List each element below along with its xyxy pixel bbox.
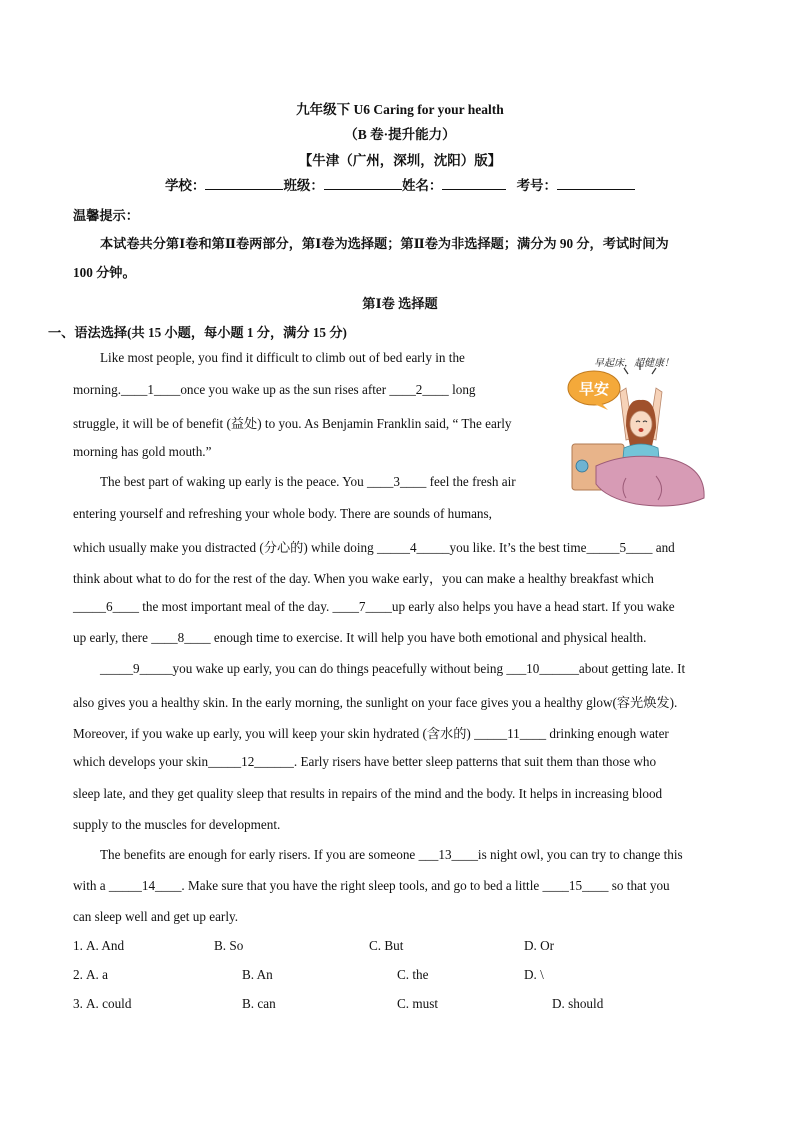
wake-up-girl-illustration — [556, 348, 716, 510]
q1-option-a[interactable]: A. And — [86, 938, 125, 953]
passage-line: sleep late, and they get quality sleep that results in repairs of the mind and the body. It helps in increasing blood — [73, 786, 663, 801]
q3-option-a[interactable]: A. could — [86, 996, 132, 1011]
passage-line: Like most people, you find it difficult to climb out of bed early in the — [100, 350, 465, 365]
passage-line: entering yourself and refreshing your whole body. There are sounds of humans, — [73, 506, 492, 521]
question-3-number: 3. — [73, 996, 83, 1011]
blanket — [596, 456, 704, 506]
passage-line: Moreover, if you wake up early, you will keep your skin hydrated (含水的) _____11____ drinking enough water — [73, 726, 669, 741]
passage-line: _____6____ the most important meal of the day. ____7____up early also helps you have a head start. If you wake — [73, 599, 675, 614]
speech-bubble-text: 早安 — [578, 380, 610, 398]
passage-line: up early, there ____8____ enough time to exercise. It will help you have both emotional and physical health. — [73, 630, 647, 645]
q3-option-b[interactable]: B. can — [242, 996, 276, 1011]
face — [630, 411, 652, 437]
passage-line: can sleep well and get up early. — [73, 909, 239, 924]
passage-line: with a _____14____. Make sure that you have the right sleep tools, and go to bed a little ____15____ so that you — [73, 878, 670, 893]
passage-line: morning has gold mouth.” — [73, 444, 212, 459]
passage-line: which usually make you distracted (分心的) while doing _____4_____you like. It’s the best time_____5____ and — [73, 540, 675, 555]
exam-no-label: 考号： — [516, 178, 558, 193]
q3-option-d[interactable]: D. should — [552, 996, 604, 1011]
alarm-clock-icon — [576, 460, 588, 472]
illustration-caption: 早起床，超健康！ — [594, 358, 674, 369]
q2-option-a[interactable]: A. a — [86, 967, 108, 982]
exam-no-blank — [557, 177, 635, 190]
q2-option-c[interactable]: C. the — [397, 967, 429, 982]
section-title: 一、语法选择(共 15 小题，每小题 1 分，满分 15 分) — [48, 325, 347, 340]
class-label: 班级： — [283, 178, 324, 193]
passage-line: The best part of waking up early is the peace. You ____3____ feel the fresh air — [100, 474, 516, 489]
edition-label: 【牛津（广州，深圳，沈阳）版】 — [298, 153, 502, 168]
school-blank — [205, 177, 283, 190]
passage-line: struggle, it will be of benefit (益处) to you. As Benjamin Franklin said, “ The early — [73, 416, 512, 431]
question-2-number: 2. — [73, 967, 83, 982]
passage-line: _____9_____you wake up early, you can do things peacefully without being ___10______about getting late. It — [100, 661, 686, 676]
passage-line: supply to the muscles for development. — [73, 817, 281, 832]
passage-line: The benefits are enough for early risers. If you are someone ___13____is night owl, you can try to change this — [100, 847, 683, 862]
q1-option-d[interactable]: D. Or — [524, 938, 555, 953]
q3-option-c[interactable]: C. must — [397, 996, 439, 1011]
class-blank — [324, 177, 402, 190]
exam-subtitle: （B 卷·提升能力） — [344, 127, 456, 142]
yawning-mouth — [639, 428, 644, 432]
notice-label: 温馨提示： — [73, 208, 139, 223]
notice-line-1: 本试卷共分第Ⅰ卷和第Ⅱ卷两部分，第Ⅰ卷为选择题；第Ⅱ卷为非选择题；满分为 90 分，考试时间为 — [100, 236, 669, 251]
passage-line: morning.____1____once you wake up as the sun rises after ____2____ long — [73, 382, 476, 397]
question-1-number: 1. — [73, 938, 83, 953]
passage-line: which develops your skin_____12______. Early risers have better sleep patterns that suit them than those who — [73, 754, 657, 769]
student-info-row — [0, 174, 800, 194]
part-title: 第Ⅰ卷 选择题 — [362, 296, 438, 311]
q1-option-c[interactable]: C. But — [369, 938, 404, 953]
school-label: 学校： — [164, 178, 206, 193]
name-blank — [442, 177, 506, 190]
exam-title: 九年级下 U6 Caring for your health — [296, 102, 504, 117]
passage-line: also gives you a healthy skin. In the early morning, the sunlight on your face gives you a healthy glow(容光焕发). — [73, 695, 678, 710]
q2-option-d[interactable]: D. \ — [524, 967, 544, 982]
q2-option-b[interactable]: B. An — [242, 967, 273, 982]
q1-option-b[interactable]: B. So — [214, 938, 244, 953]
name-label: 姓名： — [401, 178, 443, 193]
notice-line-2: 100 分钟。 — [73, 265, 136, 280]
passage-line: think about what to do for the rest of the day. When you wake early，you can make a healthy breakfast which — [73, 571, 654, 586]
